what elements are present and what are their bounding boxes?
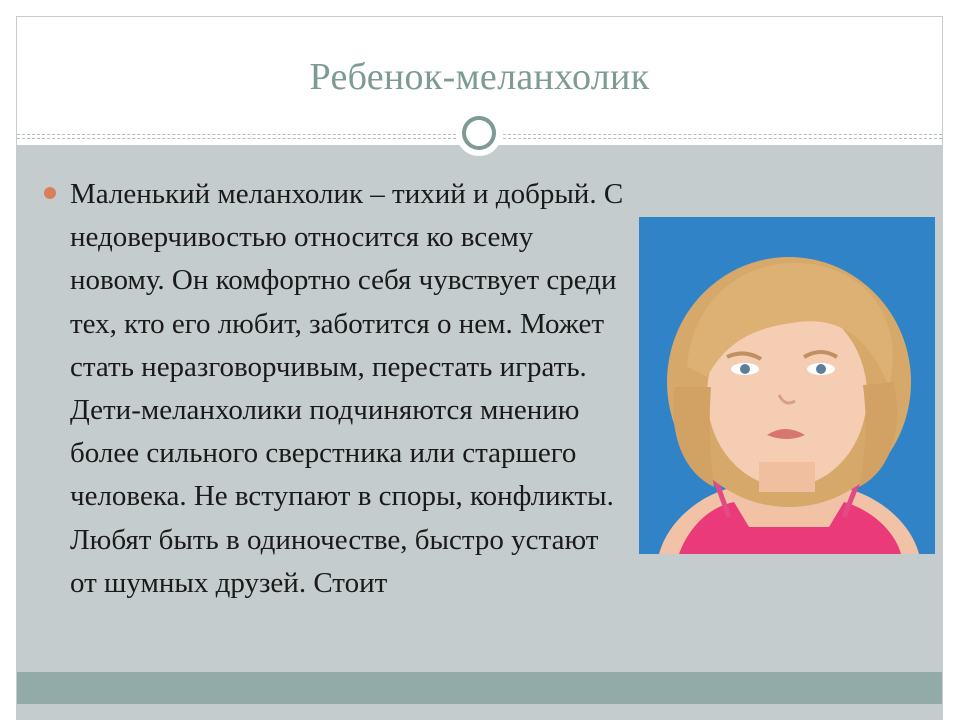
ring-ornament-icon bbox=[456, 110, 502, 156]
round-bullet-icon bbox=[44, 187, 56, 199]
body-text: Маленький меланхолик – тихий и добрый. С недоверчивостью относится ко всему новому. Он комфортно себя чувствует среди тех, кто его любит, заботится о нем. Может стать неразговорчивым, перестать играть. Дети-меланхолики подчиняются мнению более сильного сверстника или старшего человека. Не вступают в споры, конфликты. Любят быть в одиночестве, быстро устают от шумных друзей. Стоит bbox=[70, 178, 624, 599]
right-iris bbox=[816, 364, 826, 374]
child-photo-illustration bbox=[639, 217, 935, 554]
slide-title: Ребенок-меланхолик bbox=[309, 56, 650, 98]
slide bbox=[16, 16, 943, 720]
ring-ornament-inner bbox=[462, 116, 496, 150]
child-photo bbox=[639, 217, 935, 554]
neck bbox=[759, 462, 815, 492]
footer-band bbox=[17, 672, 942, 704]
left-iris bbox=[740, 364, 750, 374]
